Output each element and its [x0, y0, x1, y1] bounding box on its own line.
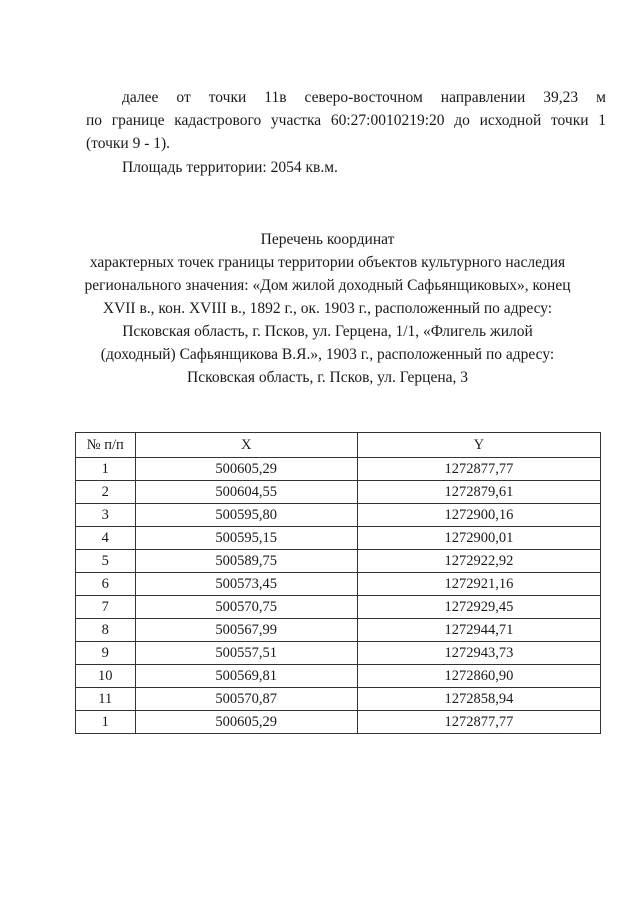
cell-number: 3: [76, 504, 136, 527]
table-row: [76, 458, 601, 481]
table-row: [76, 573, 601, 596]
title-line: Псковская область, г. Псков, ул. Герцена, 3: [187, 369, 468, 386]
table-row: [76, 711, 601, 734]
table-row: [76, 504, 601, 527]
title-line: (доходный) Сафьянщикова В.Я.», 1903 г., расположенный по адресу:: [100, 346, 555, 363]
table-row: [76, 688, 601, 711]
cell-number: 9: [76, 642, 136, 665]
header-x: X: [135, 433, 357, 458]
table-row: [76, 481, 601, 504]
cell-number: 10: [76, 665, 136, 688]
title-line: Псковская область, г. Псков, ул. Герцена, 1/1, «Флигель жилой: [122, 323, 533, 340]
cell-y: 1272860,90: [357, 665, 600, 688]
table-row: [76, 642, 601, 665]
cell-y: 1272921,16: [357, 573, 600, 596]
table-header-row: [76, 433, 601, 458]
cell-y: 1272877,77: [357, 711, 600, 734]
table-row: [76, 619, 601, 642]
cell-y: 1272879,61: [357, 481, 600, 504]
cell-x: 500605,29: [135, 711, 357, 734]
cell-y: 1272944,71: [357, 619, 600, 642]
cell-y: 1272929,45: [357, 596, 600, 619]
cell-y: 1272943,73: [357, 642, 600, 665]
intro-line-3: (точки 9 - 1).: [86, 135, 171, 152]
title-line: Перечень координат: [260, 231, 395, 248]
cell-number: 7: [76, 596, 136, 619]
title-line: XVII в., кон. XVIII в., 1892 г., ок. 1903 г., расположенный по адресу:: [102, 300, 553, 317]
cell-x: 500567,99: [135, 619, 357, 642]
cell-x: 500595,15: [135, 527, 357, 550]
title-line: регионального значения: «Дом жилой доходный Сафьянщиковых», конец: [84, 277, 571, 294]
title-line: характерных точек границы территории объектов культурного наследия: [89, 254, 566, 271]
cell-number: 4: [76, 527, 136, 550]
cell-y: 1272900,01: [357, 527, 600, 550]
cell-number: 2: [76, 481, 136, 504]
header-y: Y: [357, 433, 600, 458]
cell-y: 1272900,16: [357, 504, 600, 527]
cell-x: 500570,87: [135, 688, 357, 711]
cell-y: 1272877,77: [357, 458, 600, 481]
cell-number: 11: [76, 688, 136, 711]
table-row: [76, 665, 601, 688]
table-row: [76, 527, 601, 550]
intro-line-1: далее от точки 11в северо-восточном направлении 39,23 м: [122, 89, 606, 106]
header-number: № п/п: [76, 433, 136, 458]
cell-x: 500557,51: [135, 642, 357, 665]
cell-x: 500589,75: [135, 550, 357, 573]
cell-number: 1: [76, 711, 136, 734]
intro-paragraph: [86, 86, 606, 155]
document-title: [70, 228, 585, 389]
cell-x: 500569,81: [135, 665, 357, 688]
cell-x: 500573,45: [135, 573, 357, 596]
cell-number: 1: [76, 458, 136, 481]
cell-y: 1272858,94: [357, 688, 600, 711]
intro-line-2: по границе кадастрового участка 60:27:0010219:20 до исходной точки 1: [86, 112, 606, 129]
table-row: [76, 550, 601, 573]
table-row: [76, 596, 601, 619]
area-paragraph: Площадь территории: 2054 кв.м.: [122, 159, 338, 176]
cell-x: 500604,55: [135, 481, 357, 504]
cell-x: 500570,75: [135, 596, 357, 619]
cell-number: 6: [76, 573, 136, 596]
cell-y: 1272922,92: [357, 550, 600, 573]
cell-number: 5: [76, 550, 136, 573]
cell-x: 500605,29: [135, 458, 357, 481]
coordinates-table: [75, 432, 601, 734]
cell-number: 8: [76, 619, 136, 642]
cell-x: 500595,80: [135, 504, 357, 527]
